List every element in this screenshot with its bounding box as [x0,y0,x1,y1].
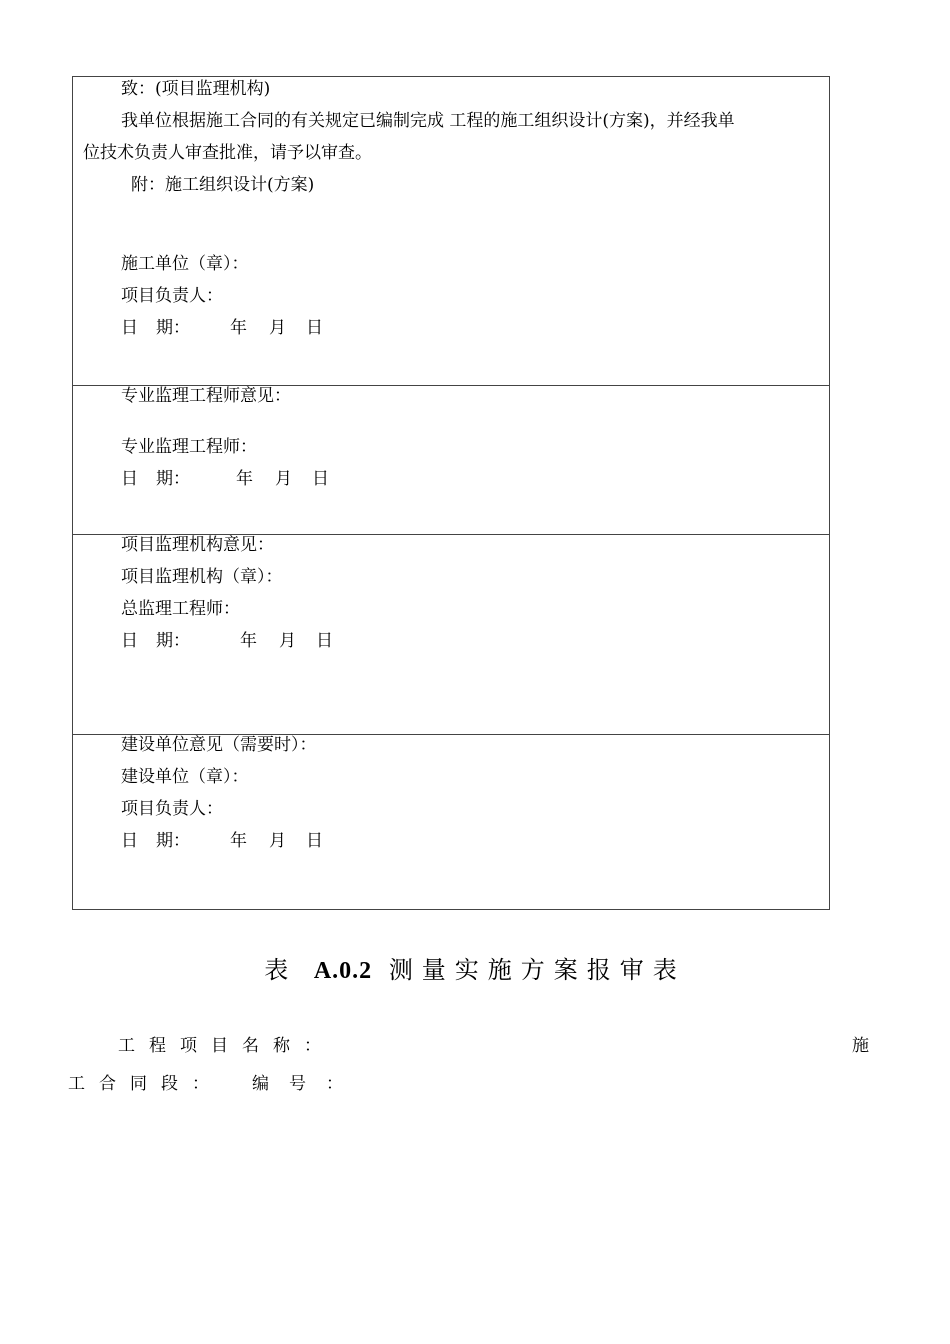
date-label: 日 [121,631,138,651]
body-line-1: 我单位根据施工合同的有关规定已编制完成 工程的施工组织设计(方案)，并经我单 [121,111,735,131]
day-label: 日 [312,469,329,489]
owner-project-lead: 项目负责人： [121,799,223,819]
date-label: 日 [121,318,138,338]
date-label: 日 [121,831,138,851]
year-label: 年 [230,831,247,851]
owner-opinion: 建设单位意见（需要时）： [121,735,317,755]
date-row [121,831,323,851]
day-label: 日 [316,631,333,651]
owner-seal: 建设单位（章）： [121,767,249,787]
date-label-suffix: 期： [156,831,190,851]
title-prefix: 表 [264,956,298,984]
month-label: 月 [279,631,296,651]
attachment-line: 附：施工组织设计(方案) [131,175,315,195]
title-text: 测量实施方案报审表 [388,956,686,984]
body-line-2: 位技术负责人审查批准，请予以审查。 [83,143,372,163]
date-row [121,318,323,338]
supervision-seal: 项目监理机构（章）： [121,567,283,587]
engineer-opinion: 专业监理工程师意见： [121,386,291,406]
supervision-section [73,534,829,734]
date-row [121,469,329,489]
year-label: 年 [240,631,257,651]
contract-section-label: 工合同段： [68,1074,223,1094]
month-label: 月 [269,831,286,851]
submission-section [73,77,829,385]
supervision-opinion: 项目监理机构意见： [121,535,274,555]
month-label: 月 [275,469,292,489]
month-label: 月 [269,318,286,338]
date-label: 日 [121,469,138,489]
title-code: A.0.2 [313,958,373,984]
project-lead: 项目负责人： [121,286,223,306]
date-row [121,631,333,651]
number-label: 编号： [252,1074,363,1094]
trailing-char: 施 [852,1036,869,1056]
form-title [0,956,950,985]
project-name-label: 工程项目名称： [118,1036,335,1056]
year-label: 年 [230,318,247,338]
engineer-signer: 专业监理工程师： [121,437,257,457]
date-label-suffix: 期： [156,469,190,489]
engineer-section [73,385,829,534]
day-label: 日 [306,318,323,338]
approval-form-table [72,76,830,910]
owner-section [73,734,829,909]
date-label-suffix: 期： [156,318,190,338]
day-label: 日 [306,831,323,851]
year-label: 年 [236,469,253,489]
chief-engineer: 总监理工程师： [121,599,240,619]
addressee-line: 致：(项目监理机构) [121,79,271,99]
date-label-suffix: 期： [156,631,190,651]
construction-unit-seal: 施工单位（章）： [121,254,249,274]
